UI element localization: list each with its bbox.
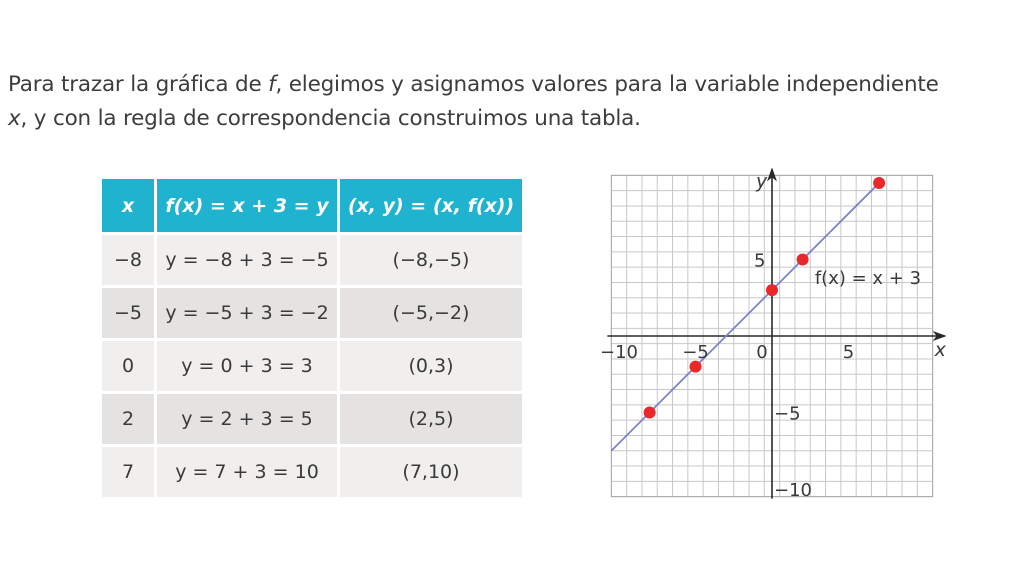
cell-function: y = −8 + 3 = −5 [157,232,340,285]
cell-pair: (−8,−5) [340,232,522,285]
cell-x: −5 [102,285,157,338]
y-tick-label: −10 [774,480,812,501]
cell-function: y = −5 + 3 = −2 [157,285,340,338]
y-axis-label: y [756,170,768,193]
intro-text-3: , y con la regla de correspondencia construimos una tabla. [20,106,641,131]
cell-pair: (2,5) [340,391,522,444]
cell-function: y = 0 + 3 = 3 [157,338,340,391]
x-tick-label: −10 [600,342,638,363]
table-row [102,444,522,497]
x-tick-label: 0 [756,342,768,363]
function-label: f(x) = x + 3 [814,267,922,289]
table-row [102,285,522,338]
cell-x: −8 [102,232,157,285]
table-row [102,391,522,444]
y-tick-label: −5 [774,403,801,425]
cell-x: 2 [102,391,157,444]
x-axis-label: x [934,339,946,361]
cell-pair: (0,3) [340,338,522,391]
cell-pair: (−5,−2) [340,285,522,338]
f-symbol: f [268,72,276,97]
cell-x: 0 [102,338,157,391]
data-point [766,284,778,296]
cell-x: 7 [102,444,157,497]
y-tick-label: 5 [754,250,766,272]
data-point [873,177,885,189]
header-x: x [102,179,157,232]
data-point [644,407,656,419]
data-point [797,254,809,266]
x-tick-label: 5 [842,342,855,363]
function-graph [596,168,946,503]
values-table [102,179,522,497]
intro-text-2: , elegimos y asignamos valores para la variable independiente [275,72,939,97]
table-header-row [102,179,522,232]
table-row [102,232,522,285]
header-pair: (x, y) = (x, f(x)) [340,179,522,232]
table-row [102,338,522,391]
cell-function: y = 7 + 3 = 10 [157,444,340,497]
axes [607,168,946,499]
x-symbol: x [8,106,21,131]
intro-text-1: Para trazar la gráfica de [8,72,269,97]
cell-function: y = 2 + 3 = 5 [157,391,340,444]
intro-paragraph [8,68,1018,136]
header-function: f(x) = x + 3 = y [157,179,340,232]
cell-pair: (7,10) [340,444,522,497]
x-tick-label: −5 [682,342,709,363]
